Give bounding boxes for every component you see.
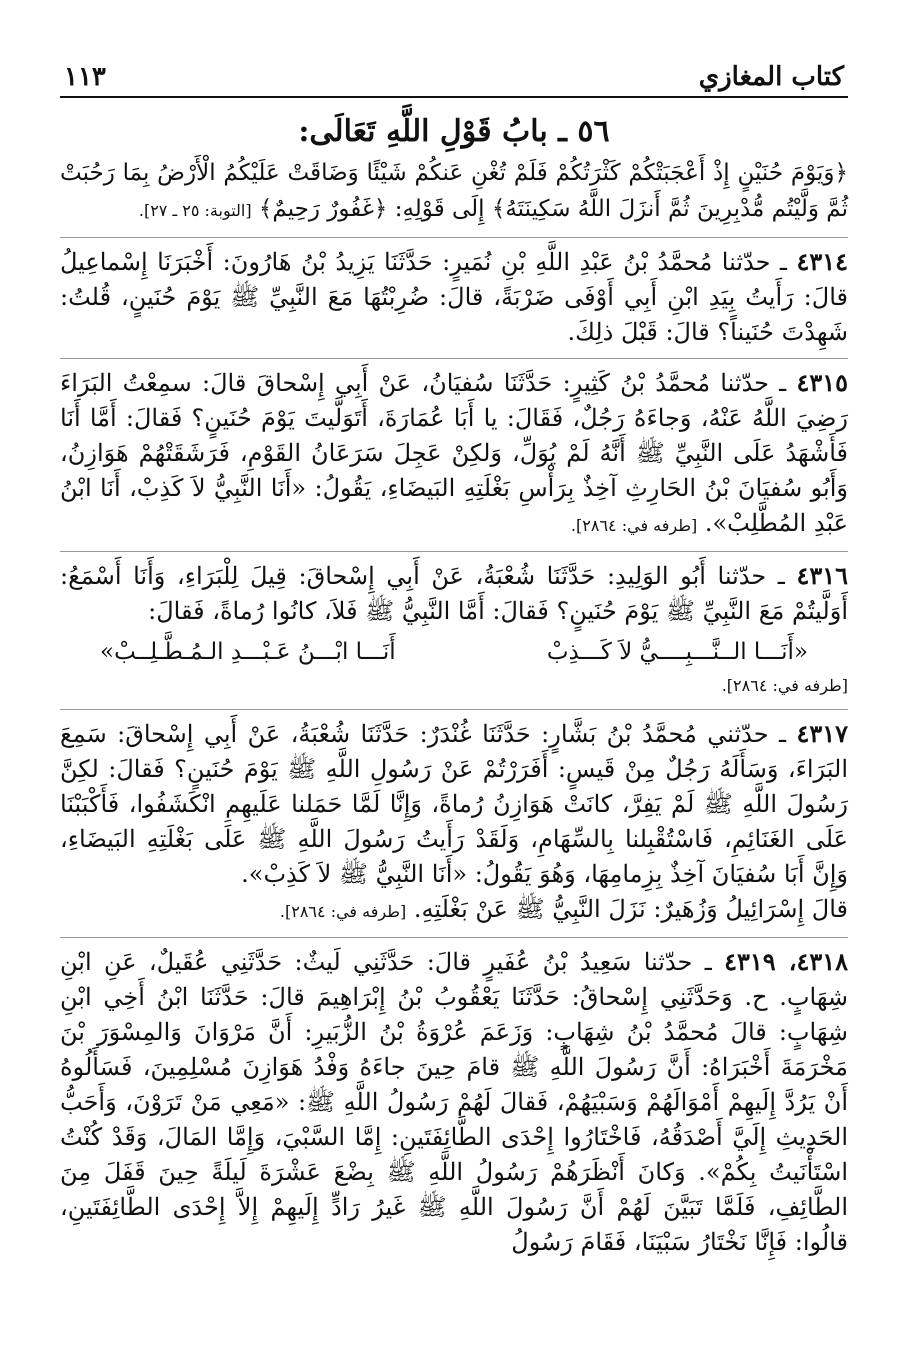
separator	[60, 551, 848, 552]
quran-verse	[60, 155, 848, 229]
chapter-title: ٥٦ ـ بابُ قَوْلِ اللَّهِ تَعَالَى:	[298, 114, 610, 149]
separator	[60, 237, 848, 238]
cross-reference: [طرفه في: ٢٨٦٤].	[570, 516, 698, 535]
separator	[60, 709, 848, 710]
hadith-number: ٤٣١٤	[796, 247, 848, 276]
hadith-4318-4319	[60, 944, 848, 1260]
book-title: كتاب المغازي	[698, 62, 844, 92]
page-number: ١١٣	[64, 62, 106, 92]
separator	[60, 937, 848, 938]
hadith-4315	[60, 365, 848, 543]
hadith-number: ٤٣١٨، ٤٣١٩	[724, 947, 848, 976]
hadith-text: ـ حدّثنا مُحمَّدُ بْنُ كَثِيرٍ: حَدَّثَنَا سُفيَانُ، عَنْ أَبِي إِسْحاقَ قالَ: سمِعْتُ البَرَاءَ رَضِيَ اللَّهُ عَنْهُ، وَجاءَهُ رَجُلٌ، فَقَالَ: يا أَبَا عُمَارَةَ، أَتَوَلَّيتَ يَوْمَ حُنَينٍ؟ فَقالَ: أَمَّا أَنَا فَأَشْهَدُ عَلَى النَّبِيِّ ﷺ أَنَّهُ لَمْ يُوَلِّ، وَلكِنْ عَجِلَ سَرَعَانُ القَوْمِ، فَرَشَقَتْهُمْ هَوَازِنُ، وَأَبُو سُفيَانَ بْنُ الحَارِثِ آخِذٌ بِرَأْسِ بَغْلَتِهِ البَيضَاءِ، يَقُولُ: «أَنَا النَّبِيُّ لاَ كَذِبْ، أَنَا ابْنُ عَبْدِ المُطَّلِبْ».	[60, 369, 848, 537]
addendum-text: قالَ إِسْرَائِيلُ وَزُهَيرٌ: نَزَلَ النَّبِيُّ ﷺ عَنْ بَغْلَتِهِ.	[413, 895, 848, 923]
quran-text: ﴿وَيَوْمَ حُنَيْنٍ إِذْ أَعْجَبَتْكُمْ كَثْرَتُكُمْ فَلَمْ تُغْنِ عَنكُمْ شَيْئًا وَضَاقَتْ عَلَيْكُمُ الْأَرْضُ بِمَا رَحُبَتْ ثُمَّ وَلَّيْتُم مُّدْبِرِينَ ثُمَّ أَنزَلَ اللَّهُ سَكِينَتَهُ﴾ إِلَى قَوْلِهِ: ﴿غَفُورٌ رَحِيمٌ﴾	[60, 160, 848, 222]
cross-reference: [طرفه في: ٢٨٦٤].	[279, 902, 407, 921]
hadith-number: ٤٣١٥	[796, 368, 848, 397]
hadith-4314	[60, 244, 848, 350]
hadith-text: ـ حدّثنا سَعِيدُ بْنُ عُفَيرٍ قالَ: حَدَّثَنِي لَيثٌ: حَدَّثَنِي عُقَيلٌ، عَنِ ابْنِ شِهَابٍ. ح. وَحَدَّثَنِي إِسْحاقُ: حَدَّثَنَا يَعْقُوبُ بْنُ إِبْرَاهِيمَ قالَ: حَدَّثَنَا ابْنُ أَخِي ابْنِ شِهَابٍ: قالَ مُحمَّدُ بْنُ شِهَابٍ: وَزَعَمَ عُرْوَةُ بْنُ الزُّبَيرِ: أَنَّ مَرْوَانَ وَالمِسْوَرَ بْنَ مَخْرَمَةَ أَخْبَرَاهُ: أَنَّ رَسُولَ اللَّهِ ﷺ قامَ حِينَ جاءَهُ وَفْدُ هَوَازِنَ مُسْلِمِينَ، فَسَأَلُوهُ أَنْ يَرُدَّ إِلَيهِمْ أَمْوَالَهُمْ وَسَبْيَهُمْ، فَقالَ لَهُمْ رَسُولُ اللَّهِ ﷺ: «مَعِي مَنْ تَرَوْنَ، وَأَحَبُّ الحَدِيثِ إِلَيَّ أَصْدَقُهُ، فَاخْتَارُوا إِحْدَى الطَّائِفَتَينِ: إِمَّا السَّبْيَ، وَإِمَّا المَالَ، وَقَدْ كُنْتُ اسْتَأْنَيتُ بِكُمْ». وَكانَ أَنْظَرَهُمْ رَسُولُ اللَّهِ ﷺ بِضْعَ عَشْرَةَ لَيلَةً حِينَ قَفَلَ مِنَ الطَّائِفِ، فَلَمَّا تَبَيَّنَ لَهُمْ أَنَّ رَسُولَ اللَّهِ ﷺ غَيرُ رَادٍّ إِلَيهِمْ إِلاَّ إِحْدَى الطَّائِفَتَينِ، قالُوا: فَإِنَّا نَخْتَارُ سَبْيَنَا، فَقَامَ رَسُولُ	[60, 948, 848, 1256]
hadith-4317-addendum	[60, 892, 848, 929]
separator	[60, 358, 848, 359]
verse-second-half: أَنَـــا ابْـــنُ عَـبْـــدِ الـمُـطَّـلِــبْ»	[100, 639, 396, 665]
quran-reference: [التوبة: ٢٥ ـ ٢٧].	[138, 201, 252, 220]
page-content	[60, 104, 848, 1260]
hadith-text: ـ حدّثني مُحمَّدُ بْنُ بَشَّارٍ: حَدَّثَنَا غُنْدَرٌ: حَدَّثَنَا شُعْبَةُ، عَنْ أَبِي إِسْحاقَ: سَمِعَ البَرَاءَ، وَسَأَلَهُ رَجُلٌ مِنْ قَيسٍ: أَفَرَرْتُمْ عَنْ رَسُولِ اللَّهِ ﷺ يَوْمَ حُنَينٍ؟ فَقالَ: لكِنَّ رَسُولَ اللَّهِ ﷺ لَمْ يَفِرَّ، كانَتْ هَوَازِنُ رُماةً، وَإِنَّا لَمَّا حَمَلنا عَلَيهِمِ انْكَشَفُوا، فَأَكْبَبْنَا عَلَى الغَنَائِمِ، فَاسْتُقْبِلنا بِالسِّهَامِ، وَلَقَدْ رَأَيتُ رَسُولَ اللَّهِ ﷺ عَلَى بَغْلَتِهِ البَيضَاءِ، وَإِنَّ أَبَا سُفيَانَ آخِذٌ بِزِمامِهَا، وَهُوَ يَقُولُ: «أَنَا النَّبِيُّ ﷺ لاَ كَذِبْ».	[60, 720, 848, 888]
verse-first-half: «أَنَـــا الــنَّـــبِــــيُّ لاَ كَـــذِبْ	[546, 639, 808, 665]
hadith-4316	[60, 558, 848, 629]
running-head	[64, 52, 844, 92]
hadith-number: ٤٣١٦	[796, 561, 848, 590]
header-rule	[60, 96, 848, 98]
cross-reference: [طرفه في: ٢٨٦٤].	[721, 676, 848, 695]
hadith-4317	[60, 716, 848, 892]
poem-verse	[60, 633, 848, 671]
hadith-text: ـ حدّثنا مُحمَّدُ بْنُ عَبْدِ اللَّهِ بْنِ نُمَيرٍ: حَدَّثَنَا يَزِيدُ بْنُ هَارُونَ: أَخْبَرَنَا إِسْماعِيلُ قالَ: رَأَيتُ بِيَدِ ابْنِ أَبِي أَوْفَى ضَرْبَةً، قالَ: ضُرِبْتُهَا مَعَ النَّبِيِّ ﷺ يَوْمَ حُنَينٍ، قُلتُ: شَهِدْتَ حُنَيناً؟ قالَ: قَبْلَ ذلِكَ.	[60, 248, 848, 346]
hadith-number: ٤٣١٧	[796, 719, 848, 748]
hadith-text: ـ حدّثنا أَبُو الوَلِيدِ: حَدَّثَنَا شُعْبَةُ، عَنْ أَبِي إِسْحاقَ: قِيلَ لِلْبَرَاءِ، وَأَنَا أَسْمَعُ: أَوَلَّيتُمْ مَعَ النَّبِيِّ ﷺ يَوْمَ حُنَينٍ؟ فَقالَ: أَمَّا النَّبِيُّ ﷺ فَلاَ، كانُوا رُماةً، فَقالَ:	[60, 562, 848, 625]
